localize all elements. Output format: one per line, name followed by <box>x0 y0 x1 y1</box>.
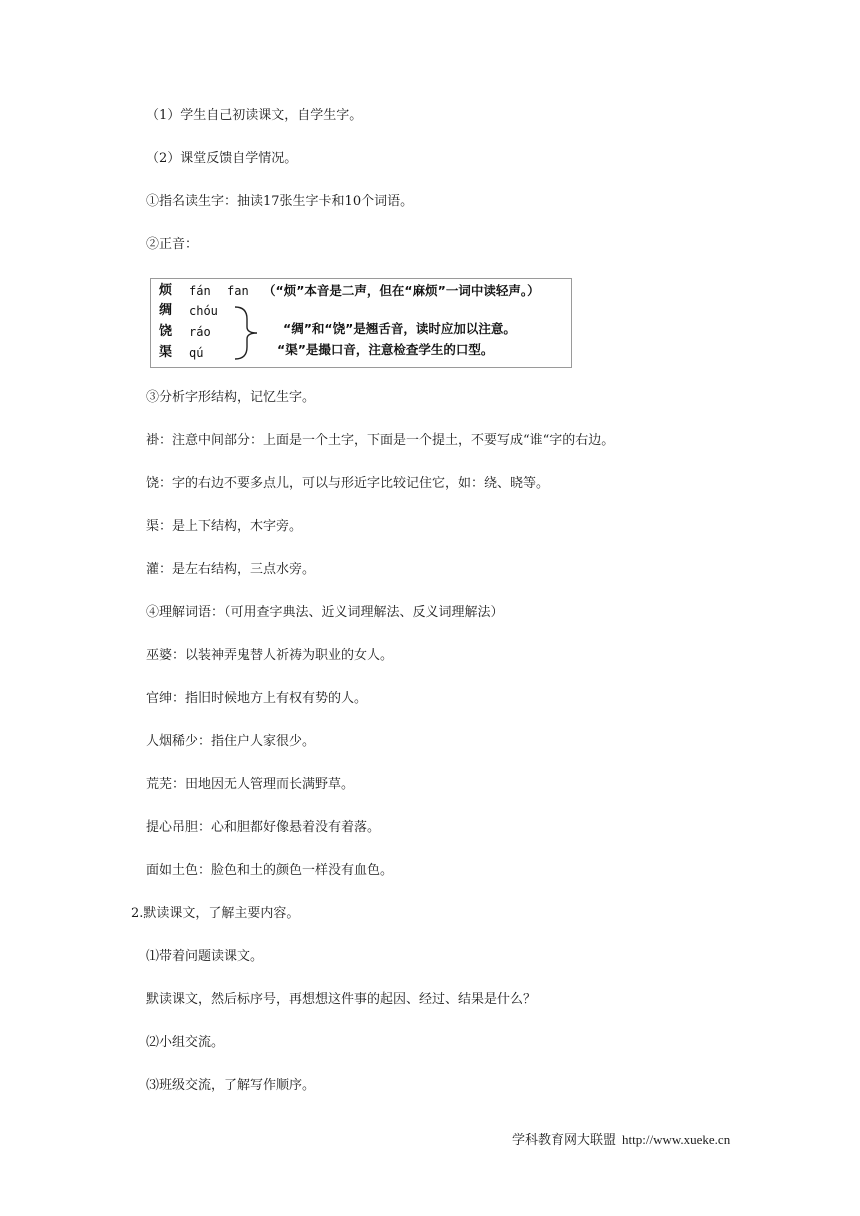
pron-char-chou: 绸 <box>159 303 173 318</box>
step-class-discussion: ⑶班级交流，了解写作顺序。 <box>146 1078 316 1093</box>
footer-site-name: 学科教育网大联盟 <box>512 1133 617 1148</box>
pron-char-rao: 饶 <box>159 324 173 339</box>
step-silent-reading: 默读课文，然后标序号，再想想这件事的起因、经过、结果是什么？ <box>146 992 537 1007</box>
pron-note-rounded: “渠”是撮口音，注意检查学生的口型。 <box>277 342 494 357</box>
pron-char-fan: 烦 <box>159 283 173 298</box>
word-def-huangwu: 荒芜：田地因无人管理而长满野草。 <box>146 777 355 792</box>
step-1-initial-reading: （1）学生自己初读课文，自学生字。 <box>146 108 363 123</box>
item-analyze-structure: ③分析字形结构，记忆生字。 <box>146 390 316 405</box>
pron-note-fan: （“烦”本音是二声，但在“麻烦”一词中读轻声。） <box>263 283 540 298</box>
pron-pinyin-qu: qú <box>189 346 204 360</box>
word-def-wupo: 巫婆：以装神弄鬼替人祈祷为职业的女人。 <box>146 648 394 663</box>
item-understand-words: ④理解词语：（可用查字典法、近义词理解法、反义词理解法） <box>146 605 504 620</box>
step-2-feedback: （2）课堂反馈自学情况。 <box>146 151 298 166</box>
item-read-characters: ①指名读生字：抽读17张生字卡和10个词语。 <box>146 194 414 209</box>
footer-url[interactable]: http://www.xueke.cn <box>622 1132 731 1147</box>
word-def-renyanxishao: 人烟稀少：指住户人家很少。 <box>146 734 316 749</box>
pron-pinyin-fan-neutral: fan <box>227 284 249 298</box>
word-def-mianrutuse: 面如土色：脸色和土的颜色一样没有血色。 <box>146 863 394 878</box>
word-def-guanshen: 官绅：指旧时候地方上有权有势的人。 <box>146 691 368 706</box>
pron-char-qu: 渠 <box>159 345 173 360</box>
char-note-rao: 饶：字的右边不要多点儿，可以与形近字比较记住它，如：绕、晓等。 <box>146 476 550 491</box>
pron-pinyin-rao: ráo <box>189 325 211 339</box>
char-note-qu: 渠：是上下结构，木字旁。 <box>146 519 303 534</box>
word-def-tixindiaodan: 提心吊胆：心和胆都好像悬着没有着落。 <box>146 820 381 835</box>
page-footer <box>512 1132 730 1149</box>
curly-brace-icon <box>233 305 259 361</box>
char-note-gua: 褂：注意中间部分：上面是一个土字，下面是一个提土，不要写成“谁“字的右边。 <box>146 433 615 448</box>
section-2-heading: 2.默读课文，了解主要内容。 <box>131 906 300 921</box>
item-correct-pronunciation: ②正音： <box>146 237 199 252</box>
pronunciation-figure <box>150 278 572 368</box>
char-note-guan: 灌：是左右结构，三点水旁。 <box>146 562 316 577</box>
pron-note-retroflex: “绸”和“饶”是翘舌音，读时应加以注意。 <box>283 321 516 336</box>
step-read-with-questions: ⑴带着问题读课文。 <box>146 949 264 964</box>
step-group-discussion: ⑵小组交流。 <box>146 1035 225 1050</box>
pron-pinyin-fan: fán <box>189 284 211 298</box>
pron-pinyin-chou: chóu <box>189 304 218 318</box>
